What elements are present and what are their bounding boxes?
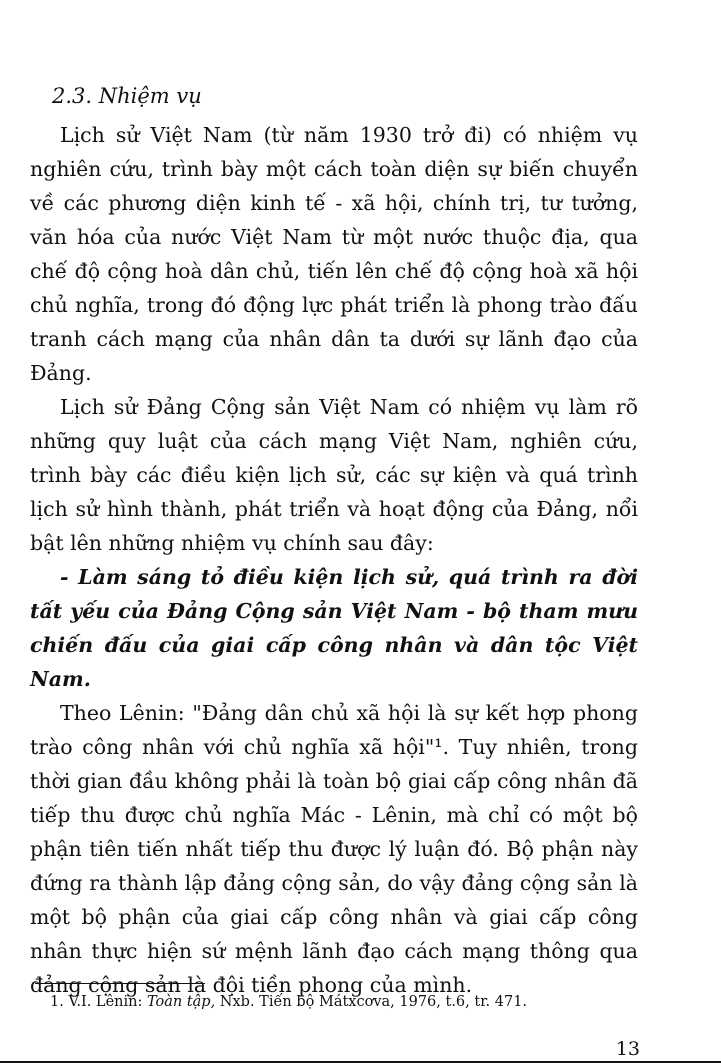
paragraph-party-history: Lịch sử Đảng Cộng sản Việt Nam có nhiệm vụ làm rõ những quy luật của cách mạng Việt Nam, nghiên cứu, trình bày các điều kiện lịch sử, các sự kiện và quá trình lịch sử hình thành, phát triển và hoạt động của Đảng, nổi bật lên những nhiệm vụ chính sau đây: <box>30 395 638 555</box>
section-heading: 2.3. Nhiệm vụ <box>52 84 202 108</box>
body-text <box>30 118 638 1002</box>
footnote-rest: Nxb. Tiến bộ Mátxcơva, 1976, t.6, tr. 471. <box>215 994 528 1010</box>
footnote-prefix: 1. V.I. Lênin: <box>50 994 147 1010</box>
paragraph-task-item: - Làm sáng tỏ điều kiện lịch sử, quá trình ra đời tất yếu của Đảng Cộng sản Việt Nam - bộ tham mưu chiến đấu của giai cấp công nhân và dân tộc Việt Nam. <box>30 565 638 691</box>
paragraph-lenin-quote: Theo Lênin: "Đảng dân chủ xã hội là sự kết hợp phong trào công nhân với chủ nghĩa xã hội"¹. Tuy nhiên, trong thời gian đầu không phải là toàn bộ giai cấp công nhân đã tiếp thu được chủ nghĩa Mác - Lênin, mà chỉ có một bộ phận tiên tiến nhất tiếp thu được lý luận đó. Bộ phận này đứng ra thành lập đảng cộng sản, do vậy đảng cộng sản là một bộ phận của giai cấp công nhân và giai cấp công nhân thực hiện sứ mệnh lãnh đạo cách mạng thông qua đảng cộng sản là đội tiền phong của mình. <box>30 701 638 997</box>
footnote-title: Toàn tập, <box>146 994 216 1010</box>
page-number: 13 <box>615 1038 640 1060</box>
footnote <box>50 994 527 1010</box>
footnote-divider <box>35 983 205 984</box>
paragraph-vietnam-history: Lịch sử Việt Nam (từ năm 1930 trở đi) có nhiệm vụ nghiên cứu, trình bày một cách toàn diện sự biến chuyển về các phương diện kinh tế - xã hội, chính trị, tư tưởng, văn hóa của nước Việt Nam từ một nước thuộc địa, qua chế độ cộng hoà dân chủ, tiến lên chế độ cộng hoà xã hội chủ nghĩa, trong đó động lực phát triển là phong trào đấu tranh cách mạng của nhân dân ta dưới sự lãnh đạo của Đảng. <box>30 123 638 385</box>
